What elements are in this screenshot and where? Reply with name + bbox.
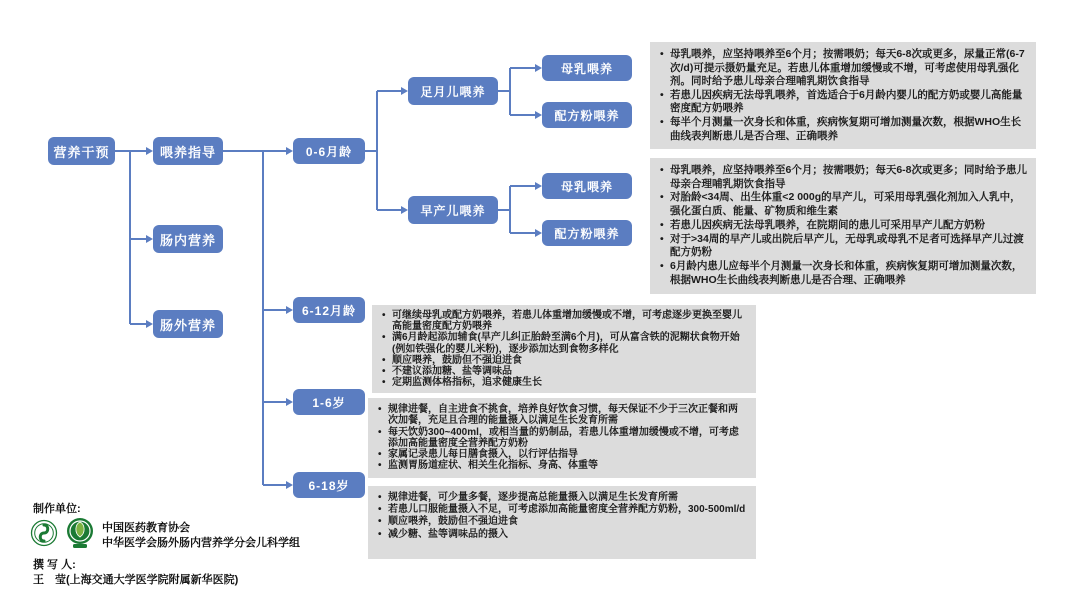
- node-label: 配方粉喂养: [554, 108, 620, 123]
- node-preterm-formula-feeding: [542, 220, 632, 246]
- node-term-infant-feeding: [408, 77, 498, 105]
- node-label: 6-18岁: [308, 478, 350, 493]
- bullet-item: • 顺应喂养，鼓励但不强迫进食: [377, 516, 747, 528]
- bullet-item: • 满6月龄起添加辅食(早产儿纠正胎龄至满6个月)，可从富含铁的泥糊状食物开始(例如铁强化的婴儿米粉)，逐步添加达到食物多样化: [381, 332, 747, 354]
- node-parenteral-nutrition: [153, 310, 223, 338]
- producer-logos: [30, 516, 96, 550]
- bullet-item: • 每天饮奶300~400ml，或相当量的奶制品，若患儿体重增加缓慢或不增，可考虑添加高能量密度全营养配方奶粉: [377, 427, 747, 450]
- node-preterm-breastfeeding: [542, 173, 632, 199]
- author-line: 王 莹(上海交通大学医学院附属新华医院): [33, 574, 239, 586]
- info-box-6-12-months: [372, 305, 756, 393]
- producer-label: 制作单位:: [33, 503, 81, 515]
- bullet-item: • 若患儿口服能量摄入不足，可考虑添加高能量密度全营养配方奶粉，300-500ml/d: [377, 504, 747, 516]
- node-preterm-infant-feeding: [408, 196, 498, 224]
- node-label: 1-6岁: [312, 395, 346, 410]
- bullet-item: • 减少糖、盐等调味品的摄入: [377, 529, 747, 541]
- bullet-item: • 若患儿因疾病无法母乳喂养，在院期间的患儿可采用早产儿配方奶粉: [659, 219, 1027, 233]
- node-label: 配方粉喂养: [554, 226, 620, 241]
- node-nutrition-intervention: [48, 137, 115, 165]
- bullet-list: [377, 404, 747, 472]
- node-label: 喂养指导: [159, 144, 216, 160]
- bullet-item: • 顺应喂养，鼓励但不强迫进食: [381, 355, 747, 366]
- node-age-0-6-months: [293, 138, 365, 164]
- bullet-list: [381, 310, 747, 388]
- info-box-1-6-years: [368, 398, 756, 478]
- bullet-item: • 不建议添加糖、盐等调味品: [381, 366, 747, 377]
- bullet-item: • 监测胃肠道症状、相关生化指标、身高、体重等: [377, 460, 747, 471]
- cmea-logo-icon: [30, 518, 58, 548]
- node-label: 足月儿喂养: [420, 84, 486, 99]
- node-enteral-nutrition: [153, 225, 223, 253]
- bullet-item: • 规律进餐，自主进食不挑食，培养良好饮食习惯，每天保证不少于三次正餐和两次加餐，充足且合理的能量摄入以满足生长发育所需: [377, 404, 747, 427]
- bullet-item: • 对胎龄<34周、出生体重<2 000g的早产儿，可采用母乳强化剂加入人乳中，强化蛋白质、能量、矿物质和维生素: [659, 191, 1027, 218]
- bullet-list: [659, 48, 1027, 143]
- bullet-item: • 6月龄内患儿应每半个月测量一次身长和体重，疾病恢复期可增加测量次数，根据WHO生长曲线表判断患儿是否合理、正确喂养: [659, 260, 1027, 287]
- node-term-formula-feeding: [542, 102, 632, 128]
- org-line-1: 中国医药教育协会: [102, 522, 190, 534]
- node-label: 母乳喂养: [560, 61, 613, 76]
- bullet-item: • 家属记录患儿每日膳食摄入，以行评估指导: [377, 449, 747, 460]
- bullet-item: • 若患儿因疾病无法母乳喂养，首选适合于6月龄内婴儿的配方奶或婴儿高能量密度配方奶喂养: [659, 89, 1027, 116]
- node-age-6-18-years: [293, 472, 365, 498]
- info-box-preterm-infant: [650, 158, 1036, 294]
- node-label: 6-12月龄: [301, 303, 357, 318]
- producer-orgs: [102, 521, 300, 551]
- node-label: 母乳喂养: [560, 179, 613, 194]
- bullet-item: • 母乳喂养，应坚持喂养至6个月；按需喂奶；每天6-8次或更多；同时给予患儿母亲合理哺乳期饮食指导: [659, 164, 1027, 191]
- bullet-item: • 定期监测体格指标，追求健康生长: [381, 377, 747, 388]
- bullet-list: [377, 492, 747, 541]
- bullet-item: • 每半个月测量一次身长和体重，疾病恢复期可增加测量次数，根据WHO生长曲线表判断患儿是否合理、正确喂养: [659, 116, 1027, 143]
- bullet-list: [659, 164, 1027, 287]
- info-box-term-infant: [650, 42, 1036, 149]
- node-term-breastfeeding: [542, 55, 632, 81]
- node-feeding-guidance: [153, 137, 223, 165]
- info-box-6-18-years: [368, 486, 756, 559]
- author-label: 撰 写 人:: [33, 559, 76, 571]
- node-label: 0-6月龄: [305, 144, 353, 159]
- node-label: 早产儿喂养: [420, 203, 486, 218]
- bullet-item: • 可继续母乳或配方奶喂养，若患儿体重增加缓慢或不增，可考虑逐步更换至婴儿高能量密度配方奶喂养: [381, 310, 747, 332]
- bullet-item: • 规律进餐，可少量多餐，逐步提高总能量摄入以满足生长发育所需: [377, 492, 747, 504]
- node-age-1-6-years: [293, 389, 365, 415]
- pediatric-nutrition-group-logo-icon: [64, 516, 96, 550]
- org-line-2: 中华医学会肠外肠内营养学分会儿科学组: [102, 537, 300, 549]
- bullet-item: • 母乳喂养，应坚持喂养至6个月；按需喂奶；每天6-8次或更多，尿量正常(6-7次/d)可提示摄奶量充足。若患儿体重增加缓慢或不增，可考虑使用母乳强化剂。同时给予患儿母亲合理哺乳期饮食指导: [659, 48, 1027, 89]
- node-label: 营养干预: [53, 144, 110, 160]
- node-label: 肠内营养: [159, 232, 216, 248]
- bullet-item: • 对于>34周的早产儿或出院后早产儿，无母乳或母乳不足者可选择早产儿过渡配方奶粉: [659, 233, 1027, 260]
- node-label: 肠外营养: [159, 317, 216, 333]
- node-age-6-12-months: [293, 297, 365, 323]
